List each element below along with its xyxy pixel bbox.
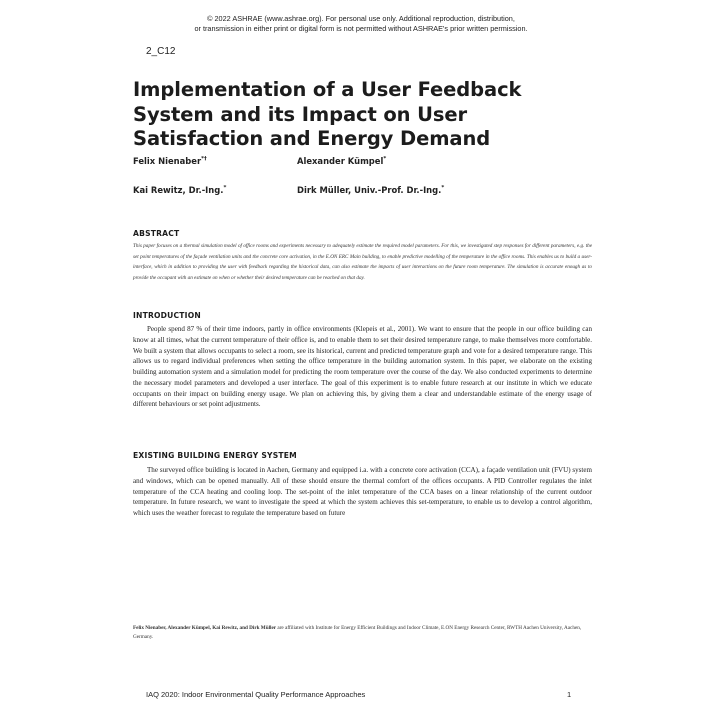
paper-title: Implementation of a User Feedback System and its Impact on User Satisfaction and Energy Demand [133,78,522,150]
existing-system-heading: EXISTING BUILDING ENERGY SYSTEM [133,451,297,460]
paper-id: 2_C12 [146,46,176,57]
author-4 [297,185,444,195]
introduction-heading: INTRODUCTION [133,311,201,320]
introduction-text: People spend 87 % of their time indoors, partly in office environments (Klepeis et al., 2001). We want to ensure that the people in our office building can know at all times, what the current temperature of their office is, and to enable them to set their desired temperature range, to make themselves more comfortable. We built a system that allows occupants to select a room, see its historical, current and predicted temperature graph and vote for a desired temperature range. This allows us to regard individual preferences when setting the office temperature in the building automation system. In this paper, we elaborate on the existing building automation system and a simulation model for predicting the room temperature over the course of the day. We also conducted experiments to determine the necessary model parameters and developed a user interface. The goal of this experiment is to enable future research at our institute in which we educate occupants on their impact on building energy usage. We plan on achieving this, by giving them a clear and understandable estimate of the energy usage of different behaviours or set point adjustments. [133,325,592,409]
copyright-line-2: or transmission in either print or digital form is not permitted without ASHRAE's prior written permission. [194,24,528,33]
footnote-author-names: Felix Nienaber, Alexander Kümpel, Kai Rewitz, and Dirk Müller [133,625,277,631]
abstract-heading: ABSTRACT [133,229,180,238]
copyright-notice [0,14,722,34]
author-name: Kai Rewitz, Dr.-Ing. [133,185,224,195]
author-name: Alexander Kümpel [297,156,384,166]
author-marks: * [441,185,445,192]
affiliation-footnote [133,624,592,642]
page-number: 1 [567,690,572,699]
footer-conference: IAQ 2020: Indoor Environmental Quality Performance Approaches [146,690,366,699]
author-name: Dirk Müller, Univ.-Prof. Dr.-Ing. [297,185,442,195]
author-2 [297,156,386,166]
author-3 [133,185,226,195]
existing-system-text: The surveyed office building is located in Aachen, Germany and equipped i.a. with a concrete core activation (CCA), a façade ventilation unit (FVU) system and windows, which can be opened manually. All of these should ensure the thermal comfort of the offices occupants. A PID Controller regulates the inlet temperature of the CCA heating and cooling loop. The set-point of the inlet temperature of the CCA bases on a linear relationship of the current outdoor temperature. In future research, we want to investigate the speed at which the system achieves this set-temperature, to enable us to develop a control algorithm, which uses the weather forecast to regulate the temperature based on future [133,466,592,517]
author-1 [133,156,207,166]
copyright-line-1: © 2022 ASHRAE (www.ashrae.org). For personal use only. Additional reproduction, distribution, [207,14,515,23]
footnote-affiliation: are affiliated with Institute for Energy Efficient Buildings and Indoor Climate, E.ON Energy Research Center, RWTH Aachen University, Aachen, Germany. [133,625,582,640]
author-marks: * [383,156,387,163]
author-marks: *† [201,156,207,163]
author-name: Felix Nienaber [133,156,202,166]
abstract-text: This paper focuses on a thermal simulation model of office rooms and experiments necessary to adequately estimate the required model parameters. For this, we investigated step responses for different parameters, e.g. the set point temperatures of the façade ventilation units and the concrete core activation, in the E.ON ERC Main building, to enable predictive modelling of the temperature in the office rooms. This enables us to build a user-interface, which in addition to providing the user with feedback regarding the historical data, can also estimate the impacts of user interactions on the future room temperature. The simulation is accurate enough as to provide the occupant with an estimate on when or whether their desired temperature can be reached on that day. [133,243,592,281]
author-marks: * [223,185,227,192]
